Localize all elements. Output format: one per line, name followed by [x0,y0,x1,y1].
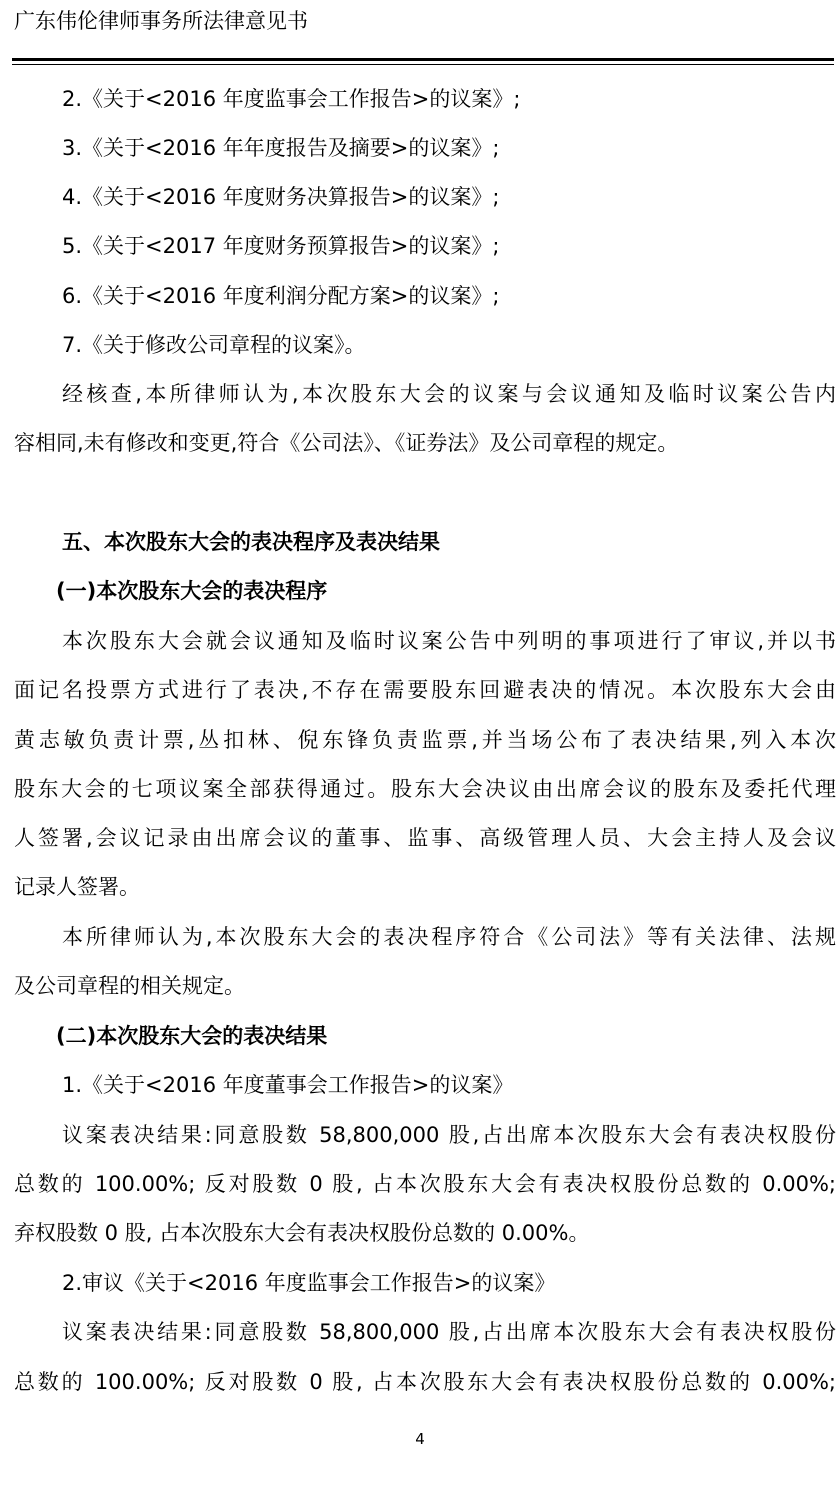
header-rule-thin [12,64,834,65]
paragraph-line: 人签署,会议记录由出席会议的董事、监事、高级管理人员、大会主持人及会议 [14,826,836,850]
paragraph-line: 总数的 100.00%; 反对股数 0 股, 占本次股东大会有表决权股份总数的 0.00%; [14,1172,836,1196]
paragraph-line: 总数的 100.00%; 反对股数 0 股, 占本次股东大会有表决权股份总数的 0.00%; [14,1370,836,1394]
page-number: 4 [415,1430,425,1448]
list-item: 5.《关于<2017 年度财务预算报告>的议案》; [62,234,500,258]
page-header-title: 广东伟伦律师事务所法律意见书 [14,9,308,33]
paragraph-line: 弃权股数 0 股, 占本次股东大会有表决权股份总数的 0.00%。 [14,1221,590,1245]
paragraph-line: 本所律师认为,本次股东大会的表决程序符合《公司法》等有关法律、法规 [62,925,836,949]
list-item: 2.审议《关于<2016 年度监事会工作报告>的议案》 [62,1271,556,1295]
paragraph-line: 记录人签署。 [14,875,140,899]
header-rule-thick [12,58,834,61]
list-item: 3.《关于<2016 年年度报告及摘要>的议案》; [62,136,500,160]
list-item: 1.《关于<2016 年度董事会工作报告>的议案》 [62,1073,514,1097]
list-item: 7.《关于修改公司章程的议案》。 [62,333,366,357]
paragraph-line: 议案表决结果:同意股数 58,800,000 股,占出席本次股东大会有表决权股份 [62,1320,836,1344]
paragraph-line: 容相同,未有修改和变更,符合《公司法》、《证券法》及公司章程的规定。 [14,431,679,455]
paragraph-line: 议案表决结果:同意股数 58,800,000 股,占出席本次股东大会有表决权股份 [62,1123,836,1147]
list-item: 6.《关于<2016 年度利润分配方案>的议案》; [62,284,500,308]
subsection-heading: (二)本次股东大会的表决结果 [56,1024,328,1048]
paragraph-line: 股东大会的七项议案全部获得通过。股东大会决议由出席会议的股东及委托代理 [14,777,836,801]
paragraph-line: 及公司章程的相关规定。 [14,974,245,998]
list-item: 4.《关于<2016 年度财务决算报告>的议案》; [62,185,500,209]
paragraph-line: 黄志敏负责计票,丛扣林、倪东锋负责监票,并当场公布了表决结果,列入本次 [14,728,836,752]
subsection-heading: (一)本次股东大会的表决程序 [56,579,328,603]
paragraph-line: 面记名投票方式进行了表决,不存在需要股东回避表决的情况。本次股东大会由 [14,678,836,702]
section-heading: 五、本次股东大会的表决程序及表决结果 [62,530,440,554]
list-item: 2.《关于<2016 年度监事会工作报告>的议案》; [62,87,521,111]
paragraph-line: 本次股东大会就会议通知及临时议案公告中列明的事项进行了审议,并以书 [62,629,836,653]
paragraph-line: 经核查,本所律师认为,本次股东大会的议案与会议通知及临时议案公告内 [62,382,836,406]
